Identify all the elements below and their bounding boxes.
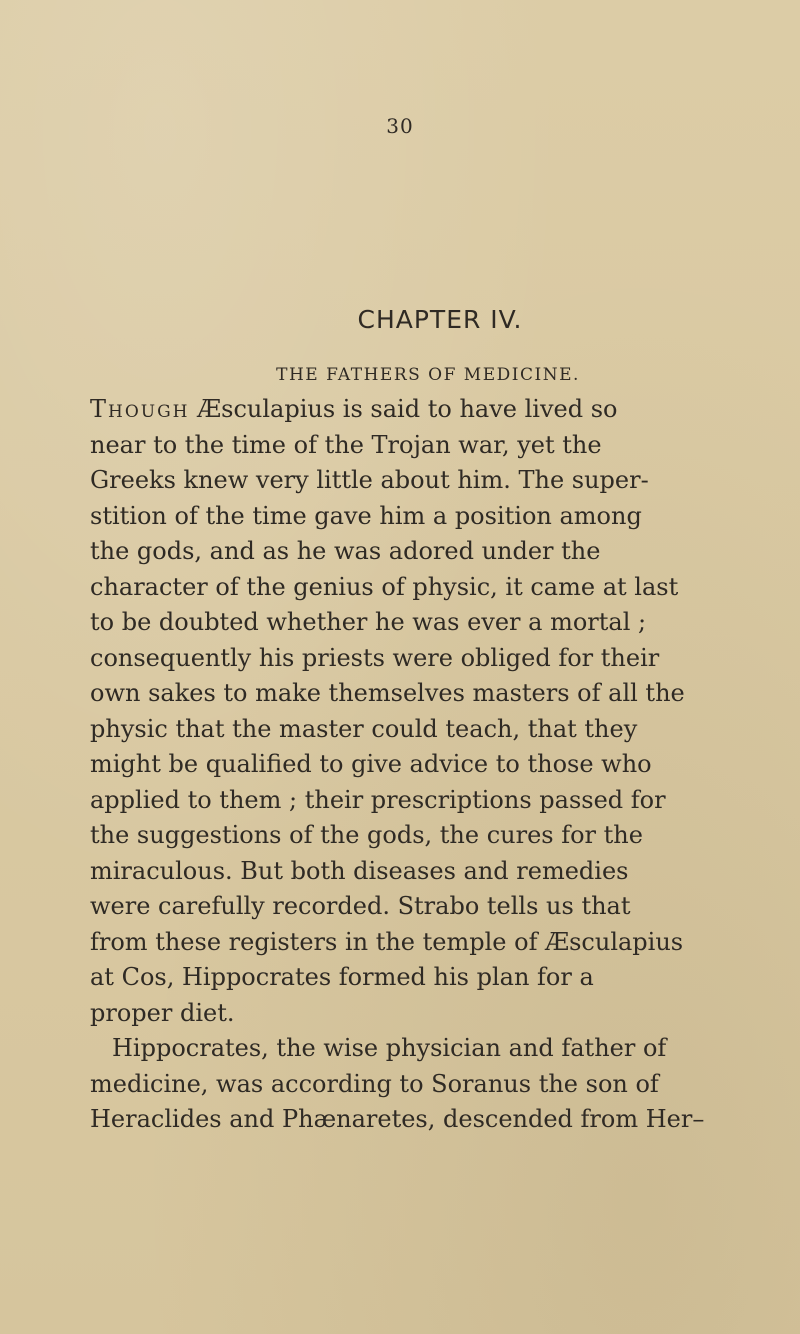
text-line: Greeks knew very little about him. The super- (90, 466, 649, 494)
text-line-content: Æsculapius is said to have lived so (189, 395, 618, 423)
text-line: medicine, was according to Soranus the son of (90, 1069, 659, 1098)
text-line: stition of the time gave him a position among (90, 501, 642, 530)
text-line: own sakes to make themselves masters of all the (90, 679, 685, 707)
chapter-subtitle: THE FATHERS OF MEDICINE. (276, 365, 580, 385)
text-line (90, 392, 762, 428)
text-line: consequently his priests were obliged for their (90, 643, 660, 672)
text-line: from these registers in the temple of Æsculapius (90, 927, 684, 956)
text-line: were carefully recorded. Strabo tells us that (90, 892, 631, 920)
page-number: 30 (386, 114, 414, 138)
text-line: character of the genius of physic, it came at last (90, 572, 679, 601)
opening-word: Though (90, 395, 190, 423)
chapter-title: CHAPTER IV. (357, 305, 523, 334)
body-text (90, 392, 762, 1138)
text-line: to be doubted whether he was ever a mortal ; (90, 608, 647, 636)
text-line: Heraclides and Phænaretes, descended from Her– (90, 1105, 705, 1133)
text-line: applied to them ; their prescriptions passed for (90, 785, 666, 814)
text-line: near to the time of the Trojan war, yet the (90, 430, 602, 459)
text-line: at Cos, Hippocrates formed his plan for a (90, 963, 594, 991)
text-line: proper diet. (90, 998, 235, 1027)
text-line: the suggestions of the gods, the cures for the (90, 821, 643, 849)
text-line: miraculous. But both diseases and remedies (90, 856, 629, 885)
text-line: Hippocrates, the wise physician and father of (112, 1034, 667, 1062)
text-line: the gods, and as he was adored under the (90, 537, 601, 565)
text-line: physic that the master could teach, that they (90, 714, 638, 743)
text-line: might be qualified to give advice to those who (90, 750, 652, 778)
